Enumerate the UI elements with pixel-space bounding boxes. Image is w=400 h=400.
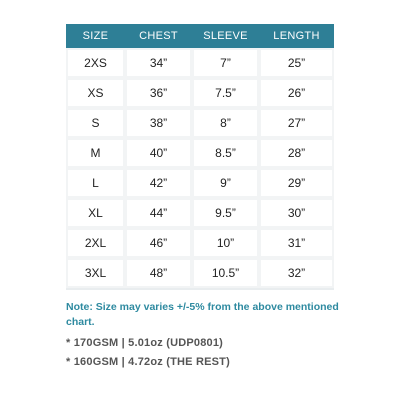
fabric-spec-160gsm: * 160GSM | 4.72oz (THE REST) [66,356,230,368]
length-cell: 25” [259,48,334,78]
size-cell: XS [66,78,125,108]
chest-cell: 44” [125,198,192,228]
size-cell: 2XL [66,228,125,258]
size-chart [66,24,334,290]
length-cell: 32” [259,258,334,288]
fabric-spec-170gsm: * 170GSM | 5.01oz (UDP0801) [66,337,224,349]
table-row [66,228,334,258]
sleeve-cell: 8” [192,108,259,138]
sleeve-cell: 9.5” [192,198,259,228]
size-table [66,24,334,288]
length-cell: 30” [259,198,334,228]
length-cell: 29” [259,168,334,198]
size-cell: M [66,138,125,168]
chest-cell: 42” [125,168,192,198]
length-cell: 28” [259,138,334,168]
chest-cell: 46” [125,228,192,258]
chest-cell: 48” [125,258,192,288]
sleeve-cell: 10.5” [192,258,259,288]
sleeve-cell: 7.5” [192,78,259,108]
table-row [66,78,334,108]
sleeve-cell: 9” [192,168,259,198]
size-cell: 3XL [66,258,125,288]
size-cell: L [66,168,125,198]
size-cell: 2XS [66,48,125,78]
chest-cell: 38” [125,108,192,138]
chest-cell: 40” [125,138,192,168]
length-cell: 26” [259,78,334,108]
length-cell: 27” [259,108,334,138]
header-chest: CHEST [125,24,192,48]
table-row [66,198,334,228]
sleeve-cell: 10” [192,228,259,258]
table-row [66,48,334,78]
table-row [66,168,334,198]
size-table-frame [66,24,334,290]
table-row [66,138,334,168]
length-cell: 31” [259,228,334,258]
sleeve-cell: 8.5” [192,138,259,168]
header-size: SIZE [66,24,125,48]
chest-cell: 34” [125,48,192,78]
chest-cell: 36” [125,78,192,108]
size-cell: XL [66,198,125,228]
table-row [66,258,334,288]
table-row [66,108,334,138]
size-variance-note: Note: Size may varies +/-5% from the above mentioned chart. [66,301,339,328]
size-cell: S [66,108,125,138]
table-header-row [66,24,334,48]
header-length: LENGTH [259,24,334,48]
sleeve-cell: 7” [192,48,259,78]
header-sleeve: SLEEVE [192,24,259,48]
